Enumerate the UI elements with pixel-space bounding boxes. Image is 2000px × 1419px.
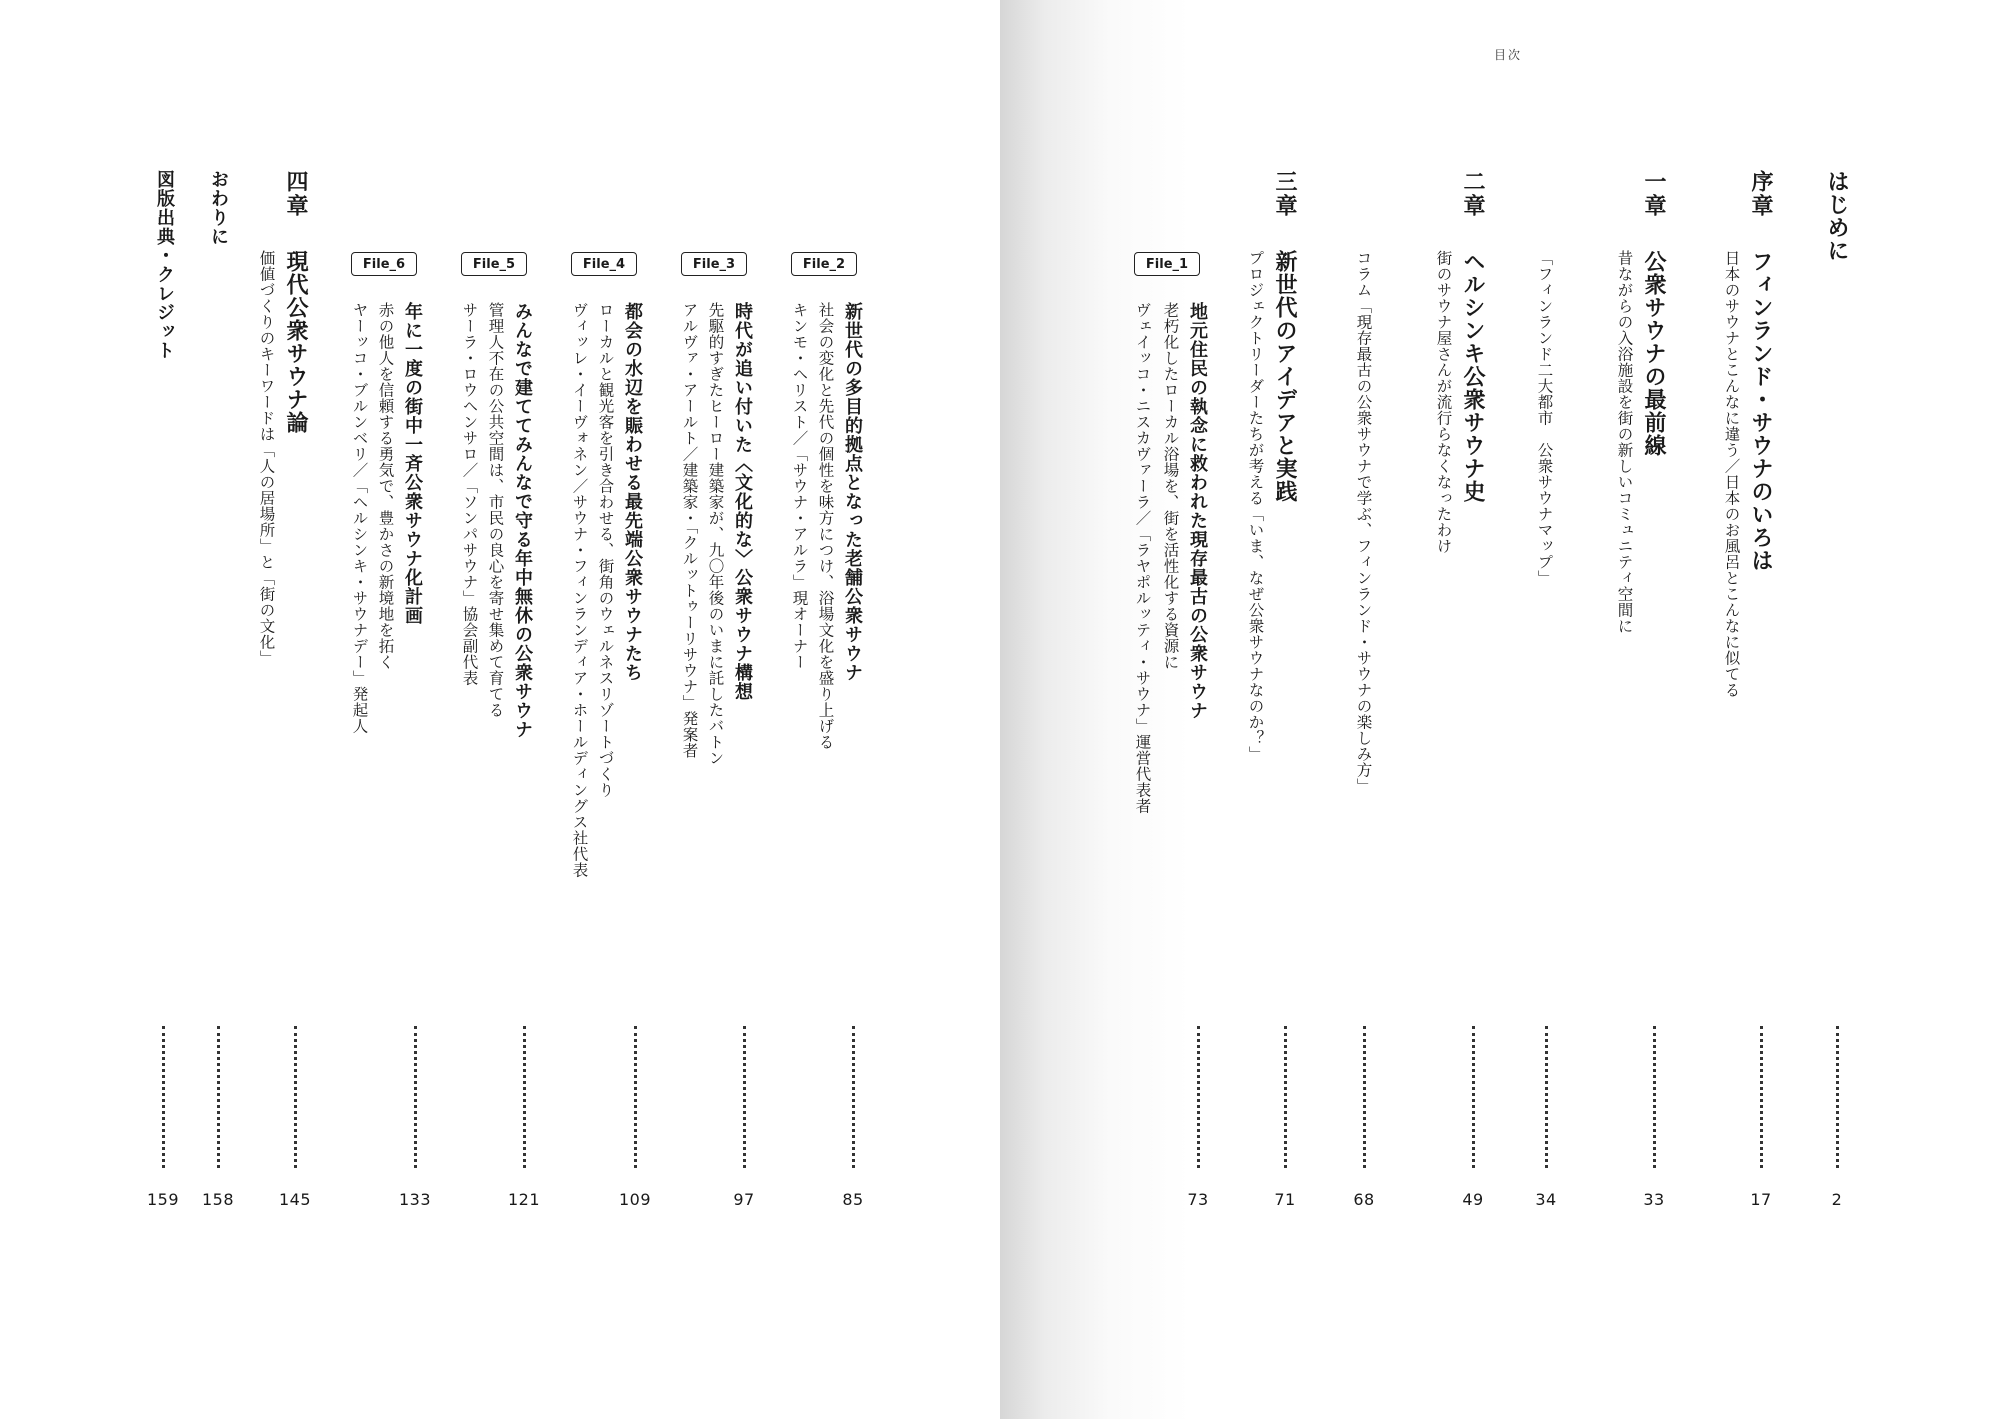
dot-leader — [1760, 1026, 1763, 1168]
dot-leader — [852, 1026, 855, 1168]
chapter-label: 序章 — [1748, 170, 1773, 218]
entry-title: 現代公衆サウナ論 — [283, 250, 308, 434]
file-tag: File_1 — [1134, 252, 1200, 276]
file-tag: File_4 — [571, 252, 637, 276]
entry-subtitle: 「フィンランド二大都市 公衆サウナマップ」 — [1535, 250, 1554, 586]
chapter-label: 三章 — [1272, 170, 1297, 218]
dot-leader — [743, 1026, 746, 1168]
entry-title: 新世代のアイデアと実践 — [1272, 250, 1297, 503]
entry-subtitle-2: ヴィッレ・イーヴォネン／サウナ・フィンランディア・ホールディングス社代表 — [570, 302, 589, 878]
entry-subtitle: 日本のサウナとこんなに違う／日本のお風呂とこんなに似てる — [1722, 250, 1741, 698]
entry-title: 年に一度の街中一斉公衆サウナ化計画 — [402, 302, 423, 625]
page-number: 158 — [201, 1190, 235, 1209]
dot-leader — [1653, 1026, 1656, 1168]
entry-subtitle: コラム「現存最古の公衆サウナで学ぶ、フィンランド・サウナの楽しみ方」 — [1354, 250, 1373, 794]
entry-title: 都会の水辺を賑わせる最先端公衆サウナたち — [622, 302, 643, 682]
chapter-label: 四章 — [283, 170, 308, 218]
dot-leader — [1197, 1026, 1200, 1168]
file-tag: File_2 — [791, 252, 857, 276]
file-tag: File_3 — [681, 252, 747, 276]
page-number: 33 — [1643, 1190, 1665, 1209]
entry-title: はじめに — [1824, 170, 1849, 262]
chapter-label: 二章 — [1460, 170, 1485, 218]
entry-title: 公衆サウナの最前線 — [1641, 250, 1666, 457]
dot-leader — [1472, 1026, 1475, 1168]
dot-leader — [1836, 1026, 1839, 1168]
entry-subtitle: 赤の他人を信頼する勇気で、豊かさの新境地を拓く — [376, 302, 395, 670]
page-number: 68 — [1353, 1190, 1375, 1209]
running-head: 目次 — [1494, 48, 1523, 62]
dot-leader — [1545, 1026, 1548, 1168]
entry-subtitle-2: キンモ・ヘリスト／「サウナ・アルラ」現オーナー — [790, 302, 809, 670]
entry-title: ヘルシンキ公衆サウナ史 — [1460, 250, 1485, 503]
entry-subtitle: 管理人不在の公共空間は、市民の良心を寄せ集めて育てる — [486, 302, 505, 718]
entry-title: フィンランド・サウナのいろは — [1748, 250, 1773, 572]
dot-leader — [217, 1026, 220, 1168]
entry-subtitle-2: アルヴァ・アールト／建築家・「クルットゥーリサウナ」発案者 — [680, 302, 699, 759]
page-number: 145 — [278, 1190, 312, 1209]
entry-title: みんなで建ててみんなで守る年中無休の公衆サウナ — [512, 302, 533, 739]
file-tag: File_6 — [351, 252, 417, 276]
page-number: 133 — [398, 1190, 432, 1209]
page-number: 97 — [733, 1190, 755, 1209]
entry-title: 図版出典・クレジット — [154, 170, 175, 360]
page-number: 121 — [507, 1190, 541, 1209]
entry-subtitle: 老朽化したローカル浴場を、街を活性化する資源に — [1161, 302, 1180, 670]
page-number: 109 — [618, 1190, 652, 1209]
entry-subtitle: プロジェクトリーダーたちが考える「いま、なぜ公衆サウナなのか？」 — [1246, 250, 1265, 762]
entry-subtitle: 昔ながらの入浴施設を街の新しいコミュニティ空間に — [1615, 250, 1634, 634]
entry-title: おわりに — [208, 170, 229, 246]
page-number: 73 — [1187, 1190, 1209, 1209]
page-number: 159 — [146, 1190, 180, 1209]
entry-subtitle: 価値づくりのキーワードは「人の居場所」と「街の文化」 — [257, 250, 276, 666]
entry-subtitle-2: ヴェイッコ・ニスカヴァーラ／「ラヤポルッティ・サウナ」運営代表者 — [1133, 302, 1152, 814]
file-tag: File_5 — [461, 252, 527, 276]
entry-title: 時代が追い付いた〈文化的な〉公衆サウナ構想 — [732, 302, 753, 701]
page-number: 34 — [1535, 1190, 1557, 1209]
entry-title: 地元住民の執念に救われた現存最古の公衆サウナ — [1187, 302, 1208, 720]
dot-leader — [162, 1026, 165, 1168]
dot-leader — [1363, 1026, 1366, 1168]
dot-leader — [1284, 1026, 1287, 1168]
dot-leader — [634, 1026, 637, 1168]
entry-title: 新世代の多目的拠点となった老舗公衆サウナ — [842, 302, 863, 682]
dot-leader — [294, 1026, 297, 1168]
chapter-label: 一章 — [1641, 170, 1666, 218]
entry-subtitle: 社会の変化と先代の個性を味方につけ、浴場文化を盛り上げる — [816, 302, 835, 750]
dot-leader — [523, 1026, 526, 1168]
entry-subtitle: 街のサウナ屋さんが流行らなくなったわけ — [1434, 250, 1453, 554]
page-number: 49 — [1462, 1190, 1484, 1209]
dot-leader — [414, 1026, 417, 1168]
page-number: 17 — [1750, 1190, 1772, 1209]
entry-subtitle: 先駆的すぎたヒーロー建築家が、九〇年後のいまに託したバトン — [706, 302, 725, 766]
page-number: 2 — [1831, 1190, 1843, 1209]
entry-subtitle-2: ヤーッコ・ブルンベリ／「ヘルシンキ・サウナデー」発起人 — [350, 302, 369, 734]
entry-subtitle: ローカルと観光客を引き合わせる、街角のウェルネスリゾートづくり — [596, 302, 615, 798]
page-number: 85 — [842, 1190, 864, 1209]
entry-subtitle-2: サーラ・ロウヘンサロ／「ソンパサウナ」協会副代表 — [460, 302, 479, 686]
page-number: 71 — [1274, 1190, 1296, 1209]
